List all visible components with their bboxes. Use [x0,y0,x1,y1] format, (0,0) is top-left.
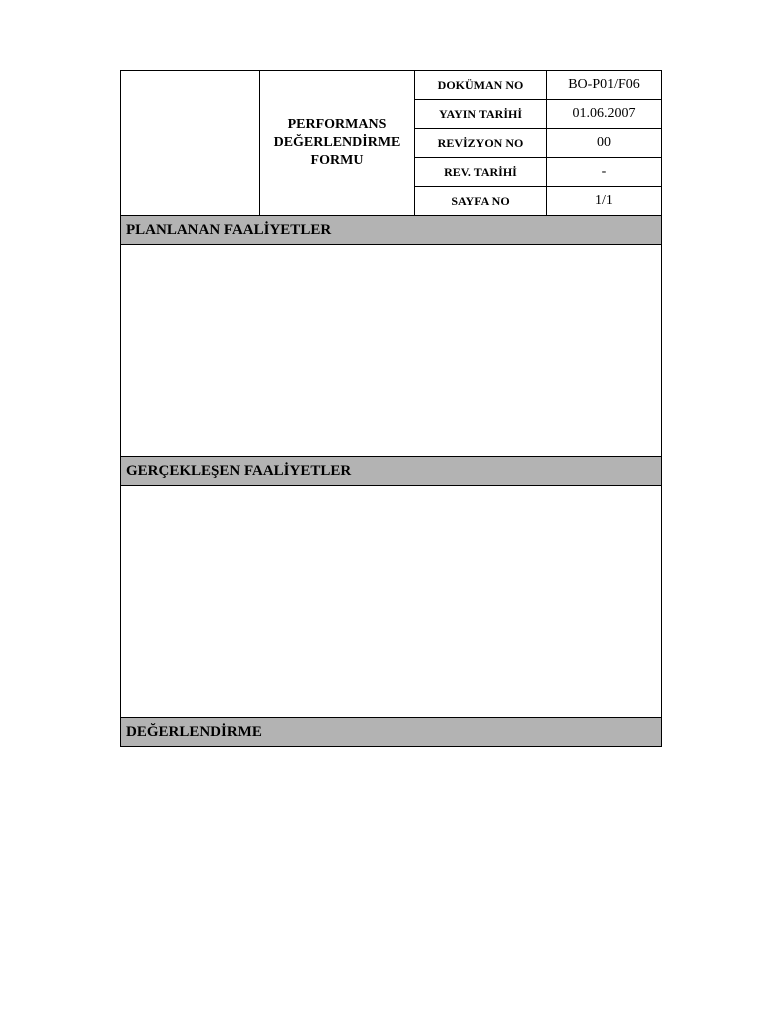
form-title-line: DEĞERLENDİRME [273,135,401,150]
evaluation-header: DEĞERLENDİRME [121,718,662,747]
realized-activities-field[interactable] [121,486,662,718]
performance-evaluation-form [120,70,662,747]
planned-activities-row [121,245,662,457]
revision-no-label: REVİZYON NO [415,129,547,158]
planned-activities-header: PLANLANAN FAALİYETLER [121,216,662,245]
realized-activities-row [121,486,662,718]
revision-date-label: REV. TARİHİ [415,158,547,187]
header-row-1 [121,71,662,100]
form-title-line: FORMU [310,153,364,168]
planned-activities-header-row [121,216,662,245]
evaluation-header-row [121,718,662,747]
realized-activities-header-row [121,457,662,486]
form-title [260,71,415,216]
revision-no-value: 00 [547,129,662,158]
page-no-value: 1/1 [547,187,662,216]
planned-activities-field[interactable] [121,245,662,457]
document-no-label: DOKÜMAN NO [415,71,547,100]
form-title-line: PERFORMANS [287,117,387,132]
page-no-label: SAYFA NO [415,187,547,216]
logo-area [121,71,260,216]
revision-date-value: - [547,158,662,187]
realized-activities-header: GERÇEKLEŞEN FAALİYETLER [121,457,662,486]
publish-date-value: 01.06.2007 [547,100,662,129]
document-no-value: BO-P01/F06 [547,71,662,100]
publish-date-label: YAYIN TARİHİ [415,100,547,129]
